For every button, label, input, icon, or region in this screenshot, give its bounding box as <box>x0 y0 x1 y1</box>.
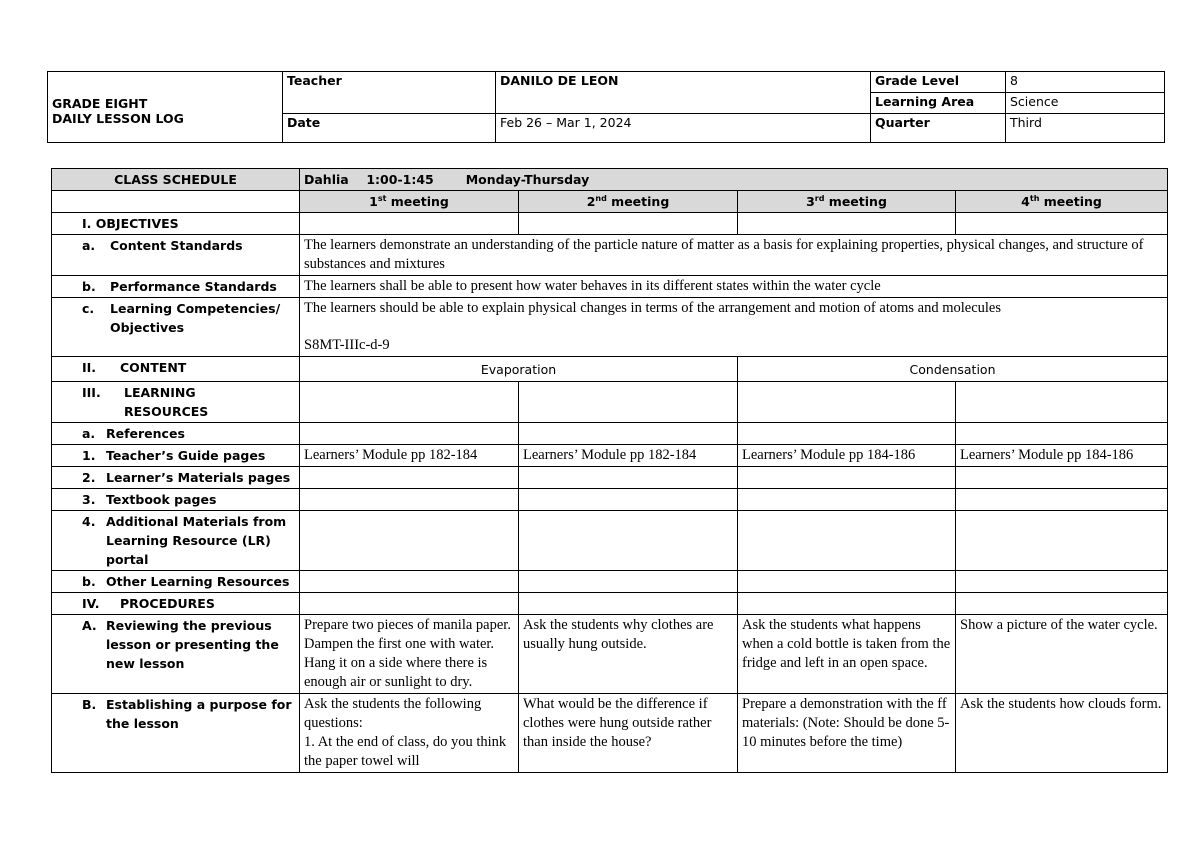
content-row <box>52 357 1168 382</box>
grade-level-value: 8 <box>1006 72 1165 93</box>
resources-heading-row <box>52 382 1168 423</box>
meeting-1-header: 1st meeting <box>300 191 519 213</box>
quarter-label: Quarter <box>871 114 1006 143</box>
schedule-days: Monday-Thursday <box>465 172 590 187</box>
lesson-log-table <box>51 168 1168 773</box>
objectives-heading-row <box>52 213 1168 235</box>
competencies-text <box>300 298 1168 357</box>
procedure-b-label: B. Establishing a purpose for the lesson <box>52 694 300 773</box>
procedures-heading: IV. PROCEDURES <box>52 593 300 615</box>
learners-materials-row <box>52 467 1168 489</box>
additional-materials-label: 4. Additional Materials from Learning Resource (LR) portal <box>52 511 300 571</box>
teachers-guide-meeting-4: Learners’ Module pp 184-186 <box>956 445 1168 467</box>
teacher-value: DANILO DE LEON <box>496 72 871 114</box>
teachers-guide-meeting-1: Learners’ Module pp 182-184 <box>300 445 519 467</box>
title-grade: GRADE EIGHT <box>52 95 148 111</box>
procedure-a-meeting-2: Ask the students why clothes are usually hung outside. <box>519 615 738 694</box>
references-row <box>52 423 1168 445</box>
objectives-heading: I. OBJECTIVES <box>52 213 300 235</box>
other-resources-row <box>52 571 1168 593</box>
references-label: a. References <box>52 423 300 445</box>
textbook-label: 3. Textbook pages <box>52 489 300 511</box>
performance-standards-text: The learners shall be able to present how water behaves in its different states within the water cycle <box>300 276 1168 298</box>
other-resources-label: b. Other Learning Resources <box>52 571 300 593</box>
textbook-row <box>52 489 1168 511</box>
teacher-label: Teacher <box>283 72 496 114</box>
learners-materials-label: 2. Learner’s Materials pages <box>52 467 300 489</box>
content-standards-label: a. Content Standards <box>52 235 300 276</box>
competencies-label: c. Learning Competencies/ Objectives <box>52 298 300 357</box>
procedure-a-label: A. Reviewing the previous lesson or presenting the new lesson <box>52 615 300 694</box>
date-value: Feb 26 – Mar 1, 2024 <box>496 114 871 143</box>
procedure-b-meeting-2: What would be the difference if clothes were hung outside rather than inside the house? <box>519 694 738 773</box>
title-log: DAILY LESSON LOG <box>52 110 184 126</box>
performance-standards-row <box>52 276 1168 298</box>
teachers-guide-label: 1. Teacher’s Guide pages <box>52 445 300 467</box>
performance-standards-label: b. Performance Standards <box>52 276 300 298</box>
procedure-b-row <box>52 694 1168 773</box>
schedule-row <box>52 169 1168 191</box>
procedures-heading-row <box>52 593 1168 615</box>
learning-area-value: Science <box>1006 93 1165 114</box>
competencies-code: S8MT-IIIc-d-9 <box>304 337 390 353</box>
procedure-b-meeting-1: Ask the students the following questions: 1. At the end of class, do you think the paper towel will <box>300 694 519 773</box>
procedure-b-meeting-3: Prepare a demonstration with the ff materials: (Note: Should be done 5-10 minutes before the time) <box>738 694 956 773</box>
learning-area-label: Learning Area <box>871 93 1006 114</box>
schedule-time: 1:00-1:45 <box>366 172 434 187</box>
teachers-guide-meeting-3: Learners’ Module pp 184-186 <box>738 445 956 467</box>
class-schedule-value <box>300 169 1168 191</box>
content-standards-row <box>52 235 1168 276</box>
procedure-a-meeting-3: Ask the students what happens when a cold bottle is taken from the fridge and left in an open space. <box>738 615 956 694</box>
class-schedule-label: CLASS SCHEDULE <box>52 169 300 191</box>
competencies-row <box>52 298 1168 357</box>
date-label: Date <box>283 114 496 143</box>
grade-level-label: Grade Level <box>871 72 1006 93</box>
teachers-guide-meeting-2: Learners’ Module pp 182-184 <box>519 445 738 467</box>
content-standards-text: The learners demonstrate an understanding of the particle nature of matter as a basis for explaining properties, physical changes, and structure of substances and mixtures <box>300 235 1168 276</box>
schedule-section: Dahlia <box>304 172 349 187</box>
competencies-description: The learners should be able to explain physical changes in terms of the arrangement and motion of atoms and molecules <box>304 300 1001 316</box>
meeting-3-header: 3rd meeting <box>738 191 956 213</box>
additional-materials-row <box>52 511 1168 571</box>
document-title <box>48 72 283 143</box>
procedure-a-row <box>52 615 1168 694</box>
content-topic-2: Condensation <box>738 357 1168 382</box>
meeting-4-header: 4th meeting <box>956 191 1168 213</box>
meetings-row <box>52 191 1168 213</box>
procedure-b-meeting-4: Ask the students how clouds form. <box>956 694 1168 773</box>
meetings-blank <box>52 191 300 213</box>
header-table <box>47 71 1165 143</box>
meeting-2-header: 2nd meeting <box>519 191 738 213</box>
resources-heading: III. LEARNING RESOURCES <box>52 382 300 423</box>
teachers-guide-row <box>52 445 1168 467</box>
procedure-a-meeting-4: Show a picture of the water cycle. <box>956 615 1168 694</box>
quarter-value: Third <box>1006 114 1165 143</box>
procedure-a-meeting-1: Prepare two pieces of manila paper. Dampen the first one with water. Hang it on a side where there is enough air or sunlight to dry. <box>300 615 519 694</box>
content-topic-1: Evaporation <box>300 357 738 382</box>
content-label: II. CONTENT <box>52 357 300 382</box>
